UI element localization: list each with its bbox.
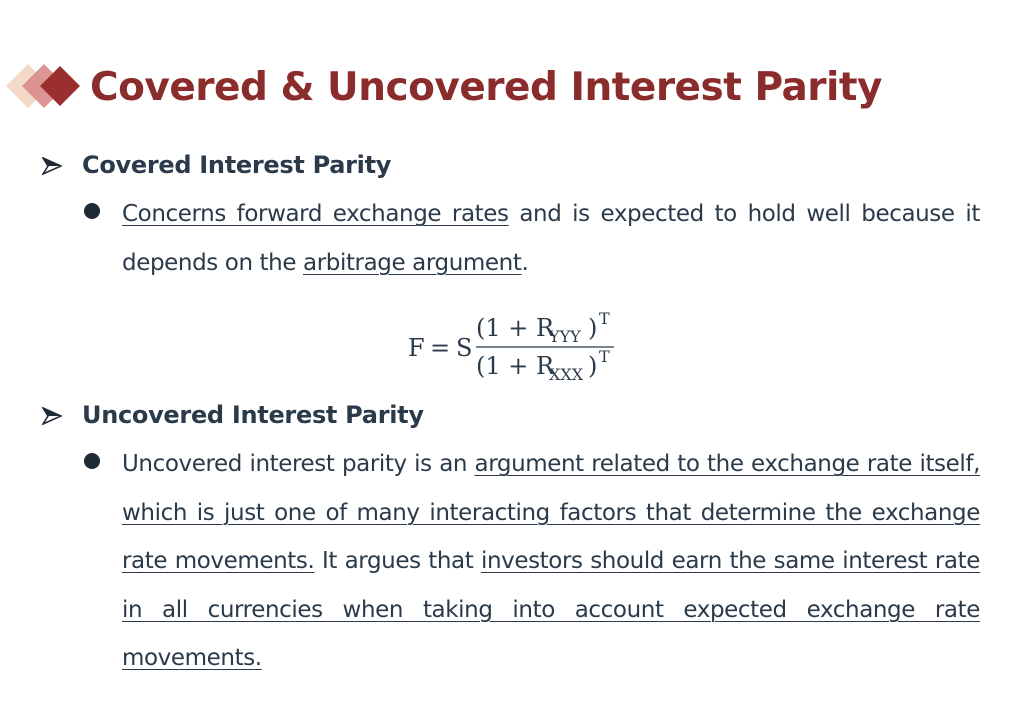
covered-text-end: . [521,249,529,276]
formula-num-open: (1 + R [476,314,555,342]
uncovered-link-argument: argument related to the exchange rate itself, which is just one of many interacting factors that determine the exchange rate movements. [122,451,980,574]
formula-den-sub: XXX [549,365,584,384]
title-row [6,58,1006,118]
bullet-dot-icon [84,453,100,469]
formula-den-open: (1 + R [476,352,555,380]
covered-section [42,148,992,287]
uncovered-heading [42,398,992,432]
uncovered-text-mid: It argues that [314,548,481,574]
slide-title: Covered & Uncovered Interest Parity [90,65,882,110]
uncovered-heading-text: Uncovered Interest Parity [82,401,424,429]
covered-heading-text: Covered Interest Parity [82,151,392,179]
bullet-dot-icon [84,203,100,219]
covered-link-forward: Concerns forward exchange rates [122,201,509,227]
uncovered-text-start: Uncovered interest parity is an [122,451,475,477]
covered-link-arbitrage: arbitrage argument [303,249,522,276]
uncovered-bullet-text [122,440,980,683]
formula-lhs: F [408,334,425,362]
covered-bullet [122,190,980,287]
formula-den-close: ) [588,352,598,380]
arrow-bullet-icon [42,157,62,175]
formula-num-exp: T [599,309,610,328]
covered-text-mid: and is expected to hold well because it depends on the [122,201,980,276]
uncovered-link-investors: investors should earn the same interest rate in all currencies when taking into account expected exchange rate movements. [122,548,980,671]
formula-num-close: ) [588,314,598,342]
uncovered-section [42,398,992,683]
arrow-bullet-icon [42,407,62,425]
formula-num-sub: YYY [549,327,581,346]
cip-formula [408,308,628,388]
uncovered-bullet [122,440,980,683]
formula-factor: S [456,334,473,362]
formula-eq: = [430,334,451,362]
diamonds-logo-icon [6,58,86,118]
formula-den-exp: T [599,347,610,366]
covered-bullet-text [122,190,980,287]
covered-heading [42,148,992,182]
